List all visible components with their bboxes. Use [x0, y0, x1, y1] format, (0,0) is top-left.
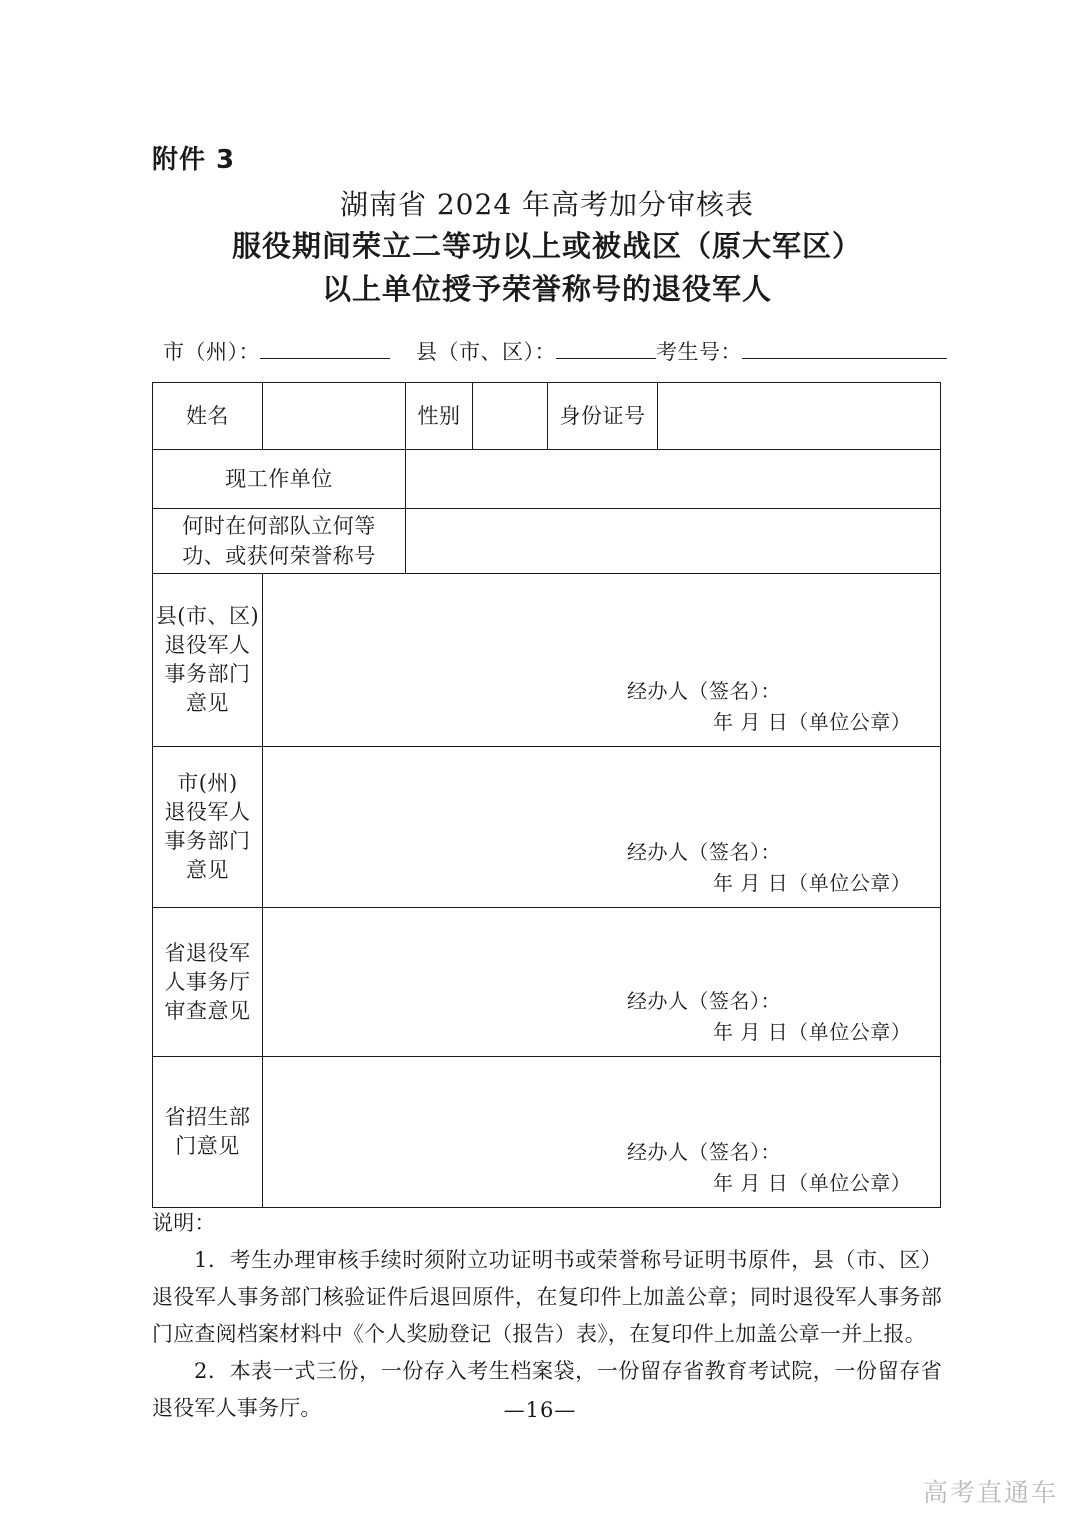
- county-opinion-label-line-2: 退役军人: [164, 633, 251, 657]
- table-row-province-admissions-opinion: [153, 1057, 941, 1208]
- county-opinion-label-line-1: 县(市、区): [155, 604, 260, 628]
- gender-value-cell[interactable]: [473, 383, 548, 450]
- table-row-county-opinion: [153, 574, 941, 747]
- merit-label: [153, 509, 406, 574]
- page-number: —16—: [503, 1398, 577, 1422]
- id-number-value-cell[interactable]: [658, 383, 941, 450]
- notes-heading: 说明：: [152, 1211, 216, 1235]
- watermark: 高考直通车: [922, 1478, 1058, 1507]
- province-admissions-opinion-label: [153, 1057, 263, 1208]
- province-veterans-label-line-1: 省退役军: [164, 940, 251, 965]
- city-opinion-cell[interactable]: [263, 747, 941, 908]
- id-number-label: 身份证号: [548, 383, 658, 450]
- province-admissions-signature-block: [627, 1137, 911, 1199]
- review-form-table: [152, 382, 941, 1208]
- table-row-merit: [153, 509, 941, 574]
- notes-section: [152, 1205, 942, 1427]
- city-opinion-label: [153, 747, 263, 908]
- city-opinion-label-line-2: 退役军人: [164, 800, 251, 824]
- city-opinion-label-line-4: 意见: [186, 858, 229, 882]
- city-signature-label: 经办人（签名）：: [627, 840, 781, 864]
- name-value-cell[interactable]: [263, 383, 406, 450]
- city-opinion-label-line-1: 市(州): [177, 771, 238, 795]
- province-veterans-label-line-3: 审查意见: [164, 998, 251, 1023]
- title-line-3: 以上单位授予荣誉称号的退役军人: [321, 272, 772, 306]
- county-opinion-label-line-4: 意见: [186, 691, 229, 715]
- note-item-1: 1．考生办理审核手续时须附立功证明书或荣誉称号证明书原件，县（市、区）退役军人事务部门核验证件后退回原件，在复印件上加盖公章；同时退役军人事务部门应查阅档案材料中《个人奖励登记（报告）表》，在复印件上加盖公章一并上报。: [152, 1248, 942, 1346]
- province-admissions-opinion-cell[interactable]: [263, 1057, 941, 1208]
- city-input[interactable]: [260, 338, 390, 359]
- county-signature-label: 经办人（签名）：: [627, 679, 781, 703]
- exam-number-label: 考生号：: [656, 340, 742, 364]
- province-veterans-opinion-cell[interactable]: [263, 908, 941, 1057]
- county-input[interactable]: [556, 338, 656, 359]
- county-opinion-label-line-3: 事务部门: [164, 662, 251, 686]
- province-veterans-opinion-label: [153, 908, 263, 1057]
- county-date-label: 年 月 日（单位公章）: [713, 710, 912, 734]
- workplace-label: 现工作单位: [153, 450, 406, 509]
- province-admissions-label-line-1: 省招生部: [164, 1105, 251, 1129]
- document-title: [152, 185, 942, 311]
- merit-value-cell[interactable]: [406, 509, 941, 574]
- identification-line: [163, 336, 947, 366]
- province-admissions-signature-label: 经办人（签名）：: [627, 1140, 781, 1164]
- title-line-2: 服役期间荣立二等功以上或被战区（原大军区）: [231, 229, 862, 263]
- attachment-label: 附件 3: [152, 145, 236, 175]
- table-row-province-veterans-opinion: [153, 908, 941, 1057]
- city-date-label: 年 月 日（单位公章）: [713, 871, 912, 895]
- province-admissions-date-label: 年 月 日（单位公章）: [713, 1171, 912, 1195]
- title-line-1: 湖南省 2024 年高考加分审核表: [339, 188, 755, 221]
- province-veterans-label-line-2: 人事务厅: [164, 969, 251, 994]
- county-label: 县（市、区）：: [416, 340, 556, 364]
- city-signature-block: [627, 837, 911, 899]
- city-opinion-label-line-3: 事务部门: [164, 829, 251, 853]
- merit-label-line-1: 何时在何部队立何等: [182, 514, 376, 538]
- province-veterans-date-label: 年 月 日（单位公章）: [713, 1020, 912, 1044]
- note-item-2: 2．本表一式三份，一份存入考生档案袋，一份留存省教育考试院，一份留存省退役军人事务厅。: [152, 1359, 942, 1420]
- exam-number-input[interactable]: [742, 338, 947, 359]
- county-opinion-cell[interactable]: [263, 574, 941, 747]
- gender-label: 性别: [406, 383, 473, 450]
- province-veterans-signature-block: [627, 986, 911, 1048]
- table-row-basic-info: [153, 383, 941, 450]
- table-row-city-opinion: [153, 747, 941, 908]
- city-label: 市（州）：: [163, 340, 260, 364]
- merit-label-line-2: 功、或获何荣誉称号: [182, 544, 376, 568]
- province-veterans-signature-label: 经办人（签名）：: [627, 989, 781, 1013]
- workplace-value-cell[interactable]: [406, 450, 941, 509]
- table-row-workplace: [153, 450, 941, 509]
- province-admissions-label-line-2: 门意见: [175, 1134, 240, 1158]
- name-label: 姓名: [153, 383, 263, 450]
- county-opinion-label: [153, 574, 263, 747]
- county-signature-block: [627, 676, 911, 738]
